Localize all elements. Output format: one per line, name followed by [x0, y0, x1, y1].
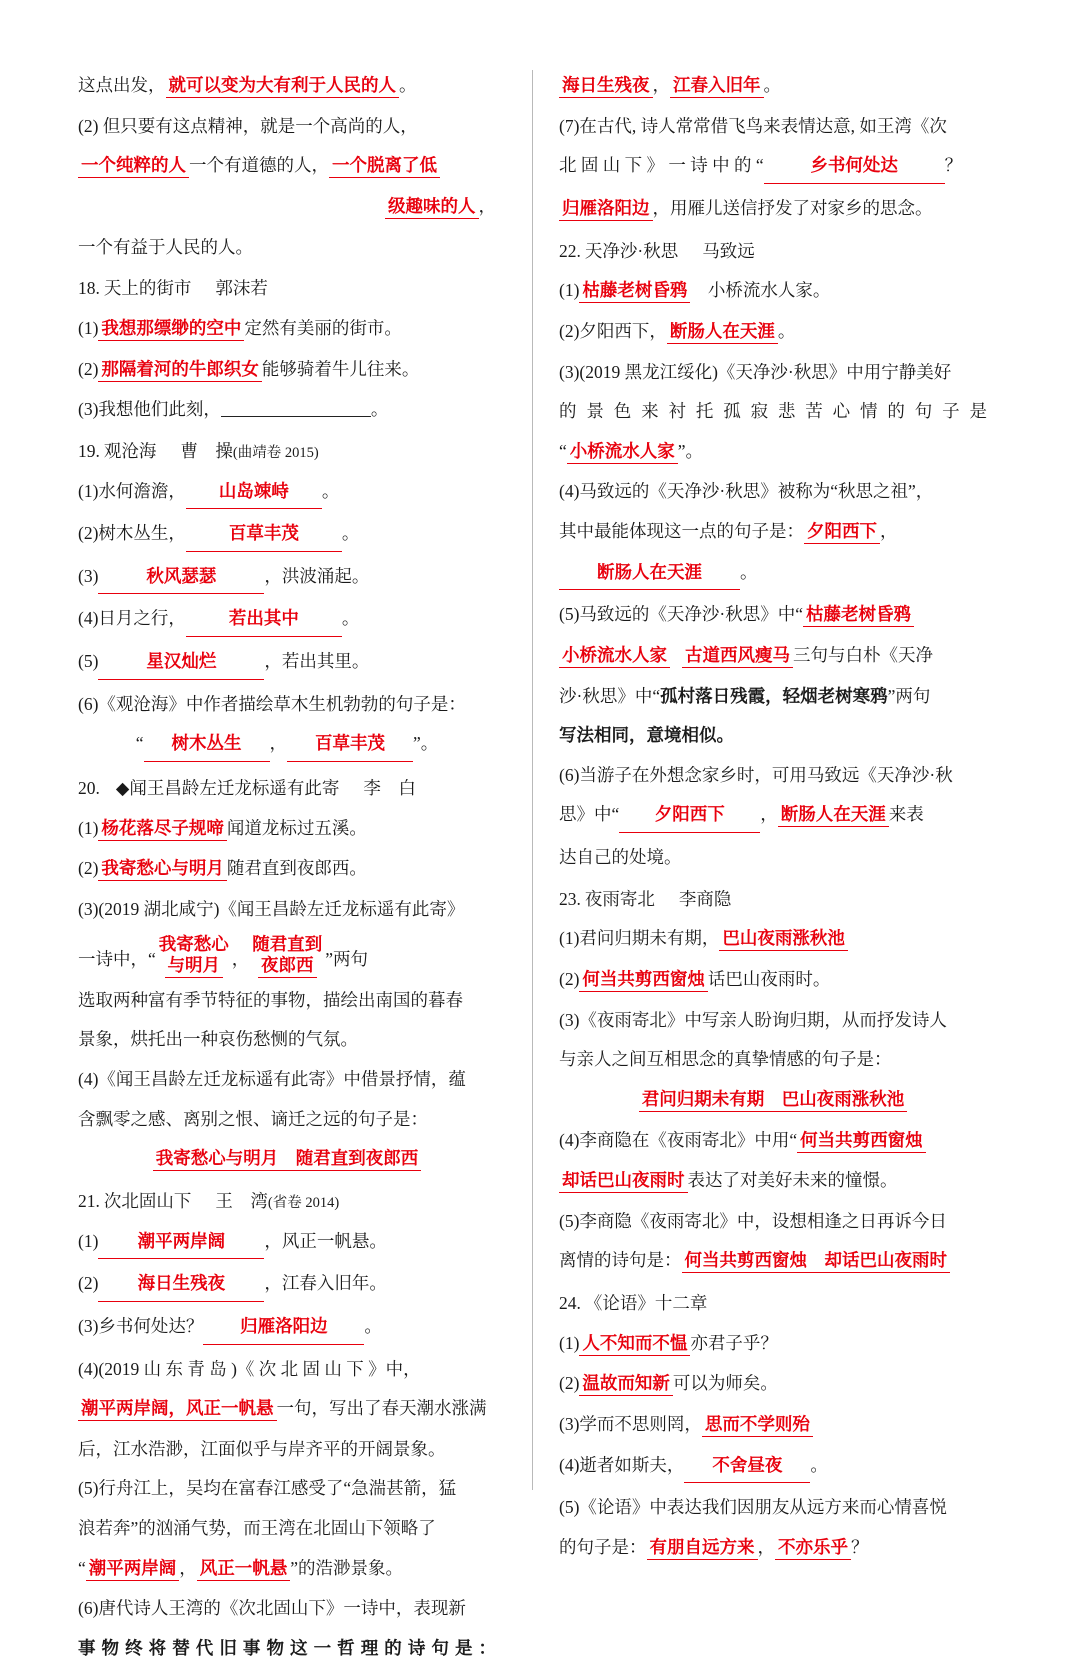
text-fragment: (2)树木丛生， — [78, 523, 186, 544]
question-line — [78, 1513, 496, 1544]
text-fragment: ，用雁儿送信抒发了对家乡的思念。 — [652, 197, 933, 218]
text-fragment: (4)李商隐在《夜雨寄北》中用“ — [559, 1129, 798, 1150]
answer-text: 夕阳西下 — [804, 522, 880, 544]
text-fragment: 离情的诗句是： — [559, 1250, 682, 1271]
continued-paragraph-line — [78, 191, 496, 223]
section-number: 23. — [559, 888, 581, 909]
continued-answer-line — [559, 70, 987, 102]
text-fragment: 的 景 色 来 衬 托 孤 寂 悲 苦 心 情 的 句 子 是 — [559, 401, 987, 422]
text-fragment: ”。 — [677, 440, 704, 461]
answer-text: 小桥流水人家 — [559, 646, 670, 668]
text-fragment: (2) — [78, 358, 99, 379]
text-fragment: (3)学而不思则罔， — [559, 1414, 702, 1434]
question-line — [559, 1005, 987, 1036]
question-line — [78, 813, 496, 845]
question-line — [559, 516, 987, 548]
answer-text: 夜郎西 — [258, 956, 317, 978]
answer-text: 小桥流水人家 — [567, 442, 678, 464]
text-fragment: 闻道龙标过五溪。 — [226, 817, 367, 838]
question-line — [559, 681, 987, 712]
text-fragment: (2) — [559, 969, 580, 989]
question-line — [78, 394, 496, 425]
answer-text: 那隔着河的牛郎织女 — [98, 360, 262, 382]
poem-author: 李商隐 — [678, 888, 732, 909]
question-line — [559, 1328, 987, 1360]
text-fragment: 。 — [370, 399, 389, 420]
poem-author: 郭沫若 — [215, 278, 268, 299]
text-fragment: 。 — [740, 561, 758, 582]
text-fragment: (4)逝者如斯夫， — [559, 1454, 685, 1475]
text-fragment: (5)马致远的《天净沙·秋思》中“ — [559, 604, 803, 625]
text-fragment: 一句，写出了春天潮水涨满 — [276, 1398, 487, 1419]
answer-text: 我寄愁心与明月 随君直到夜郎西 — [153, 1149, 422, 1171]
question-line — [78, 1268, 496, 1302]
question-line — [559, 923, 987, 955]
text-fragment: 定然有美丽的街市。 — [244, 317, 402, 338]
question-line — [78, 1393, 496, 1425]
text-fragment: 思》中“ — [559, 804, 620, 825]
continued-paragraph-line — [78, 150, 496, 182]
question-line — [78, 1354, 496, 1385]
text-fragment: “ — [135, 733, 144, 754]
text-fragment: ， — [757, 1536, 775, 1557]
section-number: 20. — [78, 777, 100, 798]
answer-text: 星汉灿烂 — [98, 647, 264, 680]
answer-text: 山岛竦峙 — [186, 477, 322, 510]
question-line — [559, 557, 987, 591]
answer-text: 何当共剪西窗烛 — [579, 970, 708, 992]
text-fragment: 表达了对美好未来的憧憬。 — [687, 1170, 898, 1191]
section-number: 24. — [559, 1293, 581, 1313]
question-line — [559, 1044, 987, 1075]
text-fragment: (3)我想他们此刻， — [78, 399, 221, 420]
text-fragment: (5)《论语》中表达我们因朋友从远方来而心情喜悦 — [559, 1497, 947, 1518]
text-fragment: (2) 但只要有这点精神，就是一个高尚的人， — [78, 115, 418, 136]
question-line — [78, 1593, 496, 1624]
text-fragment: (3)《夜雨寄北》中写亲人盼询归期，从而抒发诗人 — [559, 1009, 947, 1030]
text-fragment: (6)当游子在外想念家乡时，可用马致远《天净沙·秋 — [559, 764, 953, 785]
answer-text: 潮平两岸阔 — [86, 1559, 180, 1581]
question-line — [559, 1125, 987, 1157]
text-fragment: “ — [559, 440, 567, 461]
continued-paragraph-line — [78, 232, 496, 263]
text-fragment: 。 — [364, 1315, 382, 1336]
answer-blank[interactable] — [221, 399, 371, 418]
continued-paragraph-line — [78, 70, 496, 102]
text-fragment: (2)夕阳西下， — [559, 320, 667, 341]
text-fragment: 孤村落日残霞，轻烟老树寒鸦 — [660, 685, 888, 706]
text-fragment: 小桥流水人家。 — [690, 280, 831, 301]
text-fragment: ，风正一帆悬。 — [264, 1230, 387, 1251]
question-line — [78, 646, 496, 680]
section-title-24 — [559, 1289, 987, 1319]
poem-source: (省卷 2014) — [267, 1194, 340, 1211]
question-line — [559, 799, 987, 833]
answer-text: 潮平两岸阔，风正一帆悬 — [78, 1399, 277, 1421]
question-line — [559, 193, 987, 225]
poem-author: 曹 操 — [180, 440, 233, 461]
answer-text: 风正一帆悬 — [197, 1559, 291, 1581]
question-line — [559, 436, 987, 468]
question-line — [78, 894, 496, 925]
text-fragment: ， — [478, 195, 496, 216]
text-fragment: 一诗中，“ — [78, 948, 156, 969]
text-fragment: 达自己的处境。 — [559, 847, 682, 867]
answer-text: 温故而知新 — [579, 1374, 673, 1396]
right-column — [547, 70, 987, 1558]
text-fragment: 与亲人之间互相思念的真挚情感的句子是： — [559, 1049, 892, 1070]
answer-text: 乡书何处达 — [764, 151, 945, 184]
section-title-20 — [78, 774, 496, 804]
text-fragment: ，洪波涌起。 — [264, 565, 370, 586]
question-line — [78, 1434, 496, 1465]
section-number: 21. — [78, 1190, 100, 1211]
answer-text: 不亦乐乎 — [775, 1538, 851, 1560]
text-fragment: (3) — [78, 565, 99, 586]
text-fragment: ？ — [944, 155, 963, 176]
text-fragment: ，江春入旧年。 — [264, 1273, 387, 1294]
text-fragment: 随君直到夜郎西。 — [226, 858, 367, 879]
continued-paragraph-line — [78, 111, 496, 142]
answer-text: 人不知而不愠 — [579, 1334, 690, 1356]
text-fragment: (5) — [78, 651, 99, 671]
answer-line — [559, 1084, 987, 1116]
answer-text: 就可以变为大有利于人民的人 — [166, 76, 400, 98]
question-line — [78, 518, 496, 552]
question-line — [78, 689, 496, 720]
answer-text: 何当共剪西窗烛 — [797, 1131, 926, 1153]
question-line — [78, 1226, 496, 1260]
text-fragment: (7)在古代, 诗人常常借飞鸟来表情达意, 如王湾《次 — [559, 115, 947, 136]
text-fragment: (2) — [78, 1273, 99, 1294]
answer-text: 海日生残夜 — [98, 1269, 264, 1302]
text-fragment: 。 — [399, 75, 417, 95]
text-fragment: (2) — [78, 858, 99, 879]
question-line — [559, 357, 987, 388]
answer-text: 巴山夜雨涨秋池 — [719, 929, 848, 951]
question-line — [78, 1473, 496, 1504]
text-fragment: (3)(2019 湖北咸宁)《闻王昌龄左迁龙标遥有此寄》 — [78, 898, 465, 919]
section-number: 22. — [559, 240, 581, 261]
text-fragment: 后，江水浩渺，江面似乎与岸齐平的开阔景象。 — [78, 1438, 446, 1459]
section-number: 19. — [78, 440, 100, 461]
column-divider — [532, 70, 533, 1490]
text-fragment: (5)行舟江上，吴均在富春江感受了“急湍甚箭，猛 — [78, 1478, 457, 1499]
text-fragment: “ — [78, 1557, 86, 1578]
text-fragment: 沙·秋思》中“ — [559, 685, 661, 706]
answer-text: 我想那缥缈的空中 — [98, 319, 244, 341]
text-fragment: 含飘零之感、离别之恨、谪迁之远的句子是： — [78, 1108, 428, 1129]
text-fragment: 三句与白朴《天净 — [793, 644, 933, 665]
question-line — [78, 354, 496, 386]
question-line — [559, 111, 987, 142]
text-fragment: (6)《观沧海》中作者描绘草木生机勃勃的句子是： — [78, 693, 466, 714]
question-line — [559, 1206, 987, 1237]
text-fragment: (1) — [78, 1230, 99, 1251]
two-column-layout — [78, 70, 1008, 1658]
answer-text: 古道西风瘦马 — [682, 646, 793, 668]
answer-text: 一个脱离了低 — [329, 156, 440, 178]
answer-text: 海日生残夜 — [559, 76, 653, 98]
poem-title: 天上的街市 — [103, 278, 192, 299]
poem-title: 观沧海 — [103, 440, 157, 461]
question-line — [559, 599, 987, 631]
text-fragment: (1) — [559, 280, 580, 301]
question-line — [559, 396, 987, 427]
answer-text: 树木丛生 — [144, 729, 270, 762]
text-fragment: (1)水何澹澹， — [78, 480, 186, 501]
question-line — [559, 1409, 987, 1441]
question-line — [78, 985, 496, 1016]
question-line — [559, 476, 987, 507]
text-fragment: (4)日月之行， — [78, 608, 186, 629]
question-line — [78, 1024, 496, 1055]
section-title-22 — [559, 237, 987, 267]
answer-text: 君问归期未有期 巴山夜雨涨秋池 — [639, 1090, 908, 1112]
poem-title: 次北固山下 — [103, 1190, 192, 1211]
answer-text: 杨花落尽子规啼 — [98, 819, 227, 841]
question-line — [559, 316, 987, 348]
text-fragment: (1) — [78, 817, 99, 838]
left-column — [78, 70, 518, 1658]
text-fragment: 话巴山夜雨时。 — [707, 969, 831, 989]
question-line — [559, 640, 987, 672]
text-fragment: 写法相同，意境相似。 — [559, 725, 734, 746]
question-line — [559, 1492, 987, 1523]
text-fragment: 。 — [341, 608, 360, 629]
text-fragment: ，若出其里。 — [264, 651, 370, 671]
text-fragment: (4)(2019 山 东 青 岛 )《 次 北 固 山 下 》中， — [78, 1358, 421, 1379]
poem-author: 李 白 — [363, 777, 416, 798]
answer-text: 有朋自远方来 — [647, 1538, 758, 1560]
answer-text: 夕阳西下 — [619, 800, 760, 833]
question-line — [559, 1245, 987, 1277]
question-line — [559, 275, 987, 307]
answer-text: 百草丰茂 — [287, 729, 413, 762]
question-line — [78, 1311, 496, 1345]
text-fragment: 浪若奔”的汹涌气势，而王湾在北固山下领略了 — [78, 1518, 436, 1538]
text-fragment: ”两句 — [887, 685, 931, 706]
text-fragment: ， — [179, 1557, 197, 1578]
answer-line — [78, 1143, 496, 1175]
poem-title: 天净沙·秋思 — [584, 240, 679, 261]
answer-text: 断肠人在天涯 — [559, 558, 740, 591]
text-fragment: (2) — [559, 1373, 580, 1394]
text-fragment: 一个有益于人民的人。 — [78, 236, 253, 257]
answer-text: 思而不学则殆 — [702, 1415, 813, 1437]
question-line — [559, 760, 987, 791]
text-fragment: 。 — [810, 1454, 828, 1475]
answer-text: 归雁洛阳边 — [203, 1312, 364, 1345]
text-fragment: (6)唐代诗人王湾的《次北固山下》一诗中，表现新 — [78, 1598, 466, 1619]
text-fragment: (5)李商隐《夜雨寄北》中，设想相逢之日再诉今日 — [559, 1210, 947, 1231]
text-fragment: 选取两种富有季节特征的事物，描绘出南国的暮春 — [78, 989, 463, 1010]
text-fragment: 亦君子乎？ — [690, 1332, 778, 1353]
section-title-19 — [78, 437, 496, 467]
answer-text: 断肠人在天涯 — [667, 322, 778, 344]
poem-title: 《论语》十二章 — [584, 1293, 708, 1313]
question-line — [78, 1633, 496, 1664]
question-line — [559, 1532, 987, 1564]
text-fragment: 。 — [321, 480, 340, 501]
text-fragment: ”。 — [413, 733, 439, 754]
text-fragment: (4)《闻王昌龄左迁龙标遥有此寄》中借景抒情，蕴 — [78, 1069, 466, 1089]
answer-text: 百草丰茂 — [186, 519, 342, 552]
answer-text: 归雁洛阳边 — [559, 199, 653, 221]
answer-text: 与明月 — [165, 956, 224, 978]
question-line — [559, 1165, 987, 1197]
question-line — [78, 934, 496, 976]
answer-text: 断肠人在天涯 — [778, 805, 889, 827]
question-line — [559, 1368, 987, 1400]
answer-text: 却话巴山夜雨时 — [559, 1171, 688, 1193]
question-line — [78, 1104, 496, 1135]
poem-author: 王 湾 — [215, 1190, 268, 1211]
text-fragment: 。 — [763, 75, 781, 95]
poem-title: 夜雨寄北 — [584, 888, 655, 909]
question-line — [78, 313, 496, 345]
text-fragment: ？ — [851, 1536, 869, 1557]
answer-text: 何当共剪西窗烛 却话巴山夜雨时 — [682, 1251, 951, 1273]
question-line — [78, 603, 496, 637]
question-line — [78, 561, 496, 595]
answer-text: 不舍昼夜 — [684, 1451, 810, 1484]
text-fragment: (1)君问归期未有期， — [559, 928, 720, 949]
text-fragment: ， — [760, 804, 778, 825]
text-fragment: ， — [269, 733, 287, 754]
text-fragment: 北 固 山 下 》 一 诗 中 的 “ — [559, 155, 764, 176]
text-fragment: 事物终将替代旧事物这一哲理的诗句是： — [78, 1637, 496, 1658]
section-title-23 — [559, 885, 987, 915]
text-fragment: (4)马致远的《天净沙·秋思》被称为“秋思之祖”， — [559, 481, 934, 502]
text-fragment: 景象，烘托出一种哀伤愁恻的气氛。 — [78, 1029, 358, 1050]
question-line — [559, 150, 987, 184]
answer-text: 我寄愁心与明月 — [98, 859, 227, 881]
poem-title: ◆闻王昌龄左迁龙标遥有此寄 — [115, 777, 340, 798]
answer-text: 一个纯粹的人 — [78, 156, 189, 178]
text-fragment: 。 — [777, 320, 796, 341]
text-fragment: 这点出发， — [78, 75, 166, 95]
question-line — [78, 476, 496, 510]
section-title-21 — [78, 1187, 496, 1217]
text-fragment: 能够骑着牛儿往来。 — [261, 358, 420, 379]
text-fragment: 可以为师矣。 — [672, 1373, 778, 1394]
text-fragment: 一个有道德的人， — [189, 155, 329, 176]
text-fragment: (3)(2019 黑龙江绥化)《天净沙·秋思》中用宁静美好 — [559, 361, 952, 382]
text-fragment: 其中最能体现这一点的句子是： — [559, 521, 804, 541]
answer-text: 江春入旧年 — [670, 76, 764, 98]
question-line — [78, 1553, 496, 1585]
poem-author: 马致远 — [702, 240, 755, 261]
section-title-18 — [78, 274, 496, 304]
text-fragment: (1) — [559, 1332, 580, 1353]
section-number: 18. — [78, 278, 100, 299]
answer-text: 枯藤老树昏鸦 — [579, 281, 690, 303]
text-fragment: 。 — [341, 523, 360, 544]
text-fragment: ”的浩渺景象。 — [290, 1557, 404, 1578]
answer-text: 潮平两岸阔 — [98, 1227, 264, 1260]
question-line — [559, 720, 987, 751]
answer-text: 枯藤老树昏鸦 — [803, 605, 914, 627]
text-fragment: (3)乡书何处达？ — [78, 1315, 204, 1336]
question-line — [78, 853, 496, 885]
answer-text: 我寄愁心 — [158, 934, 229, 955]
answer-text: 级趣味的人 — [385, 197, 479, 219]
text-fragment: 来表 — [888, 804, 924, 825]
question-line — [559, 842, 987, 873]
question-line — [559, 964, 987, 996]
question-line — [559, 1450, 987, 1484]
answer-line — [78, 728, 496, 762]
text-fragment: (1) — [78, 317, 99, 338]
poem-source: (曲靖卷 2015) — [232, 444, 319, 461]
text-fragment: ”两句 — [325, 948, 369, 969]
question-line — [78, 1064, 496, 1095]
text-fragment: ， — [652, 75, 670, 95]
text-fragment: ， — [880, 521, 898, 541]
text-fragment: 的句子是： — [559, 1536, 647, 1557]
answer-text: 若出其中 — [186, 604, 342, 637]
text-fragment: ， — [231, 948, 250, 969]
answer-text: 秋风瑟瑟 — [98, 562, 264, 595]
answer-text: 随君直到 — [252, 934, 323, 955]
